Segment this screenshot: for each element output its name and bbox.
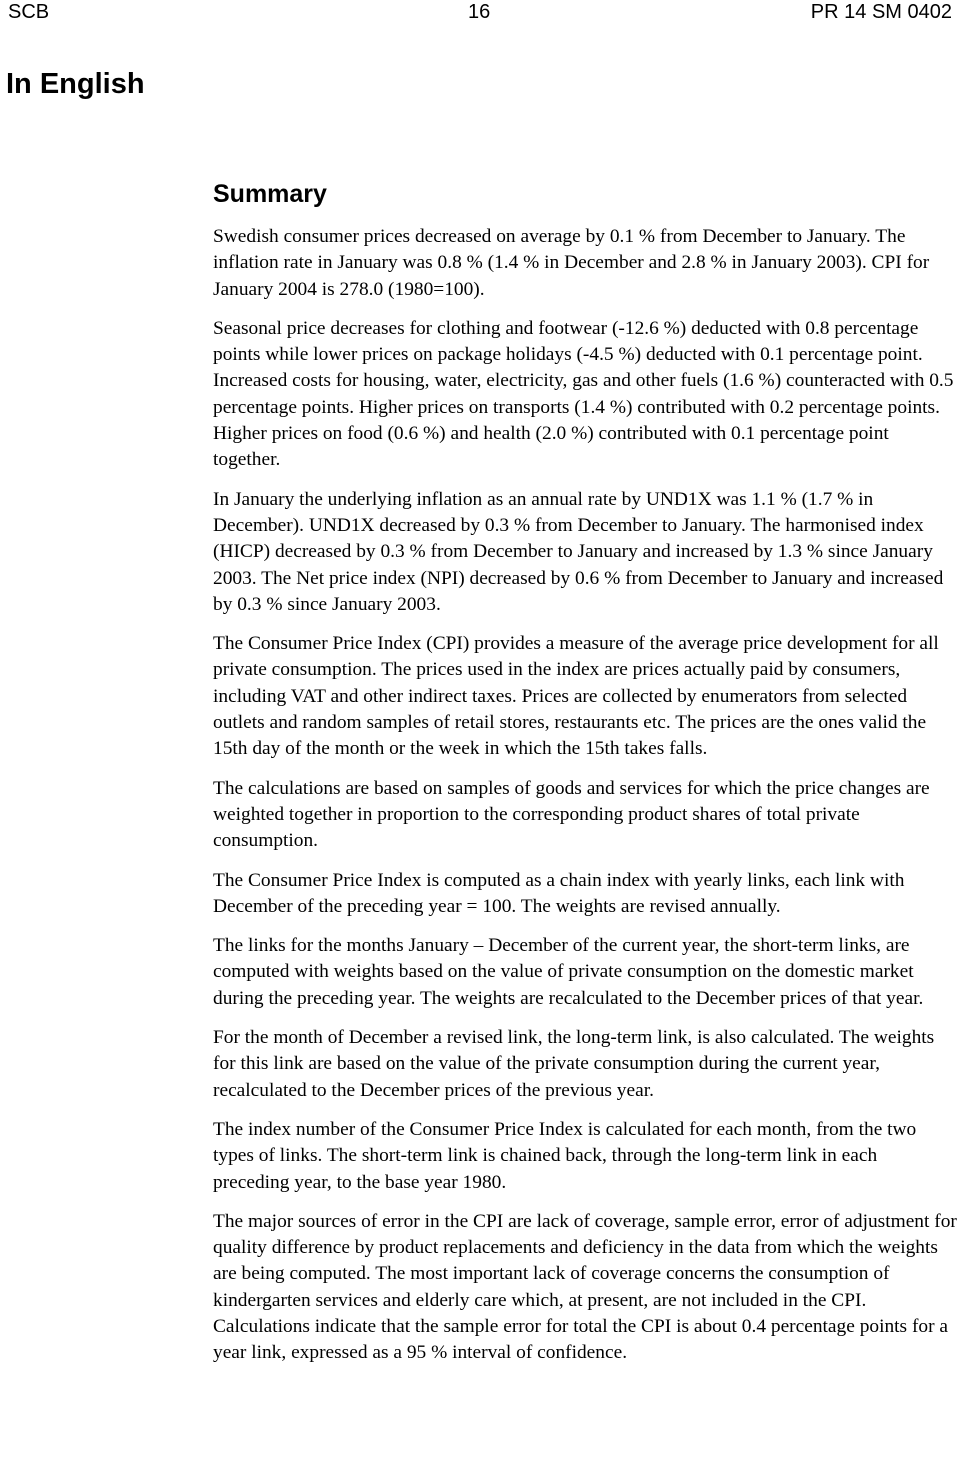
paragraph-underlying-inflation: In January the underlying inflation as an annual rate by UND1X was 1.1 % (1.7 % in December). UND1X decreased by 0.3 % from December to January. The harmonised index (HICP) decreased by 0.3 % from December to January and increased by 1.3 % since January 2003. The Net price index (NPI) decreased by 0.6 % from December to January and increased by 0.3 % since January 2003.: [213, 488, 944, 615]
page-header: [0, 0, 960, 30]
header-page-number: 16: [468, 1, 491, 23]
paragraph-cpi-definition: The Consumer Price Index (CPI) provides a measure of the average price development for all private consumption. The prices used in the index are prices actually paid by consumers, including VAT and other indirect taxes. Prices are collected by enumerators from selected outlets and random samples of retail stores, restaurants etc. The prices are the ones valid the 15th day of the month or the week in which the 15th takes falls.: [213, 633, 939, 760]
summary-heading: Summary: [213, 180, 327, 208]
paragraph-short-term-links: The links for the months January – December of the current year, the short-term links, are computed with weights based on the value of private consumption on the domestic market during the preceding year. The weights are recalculated to the December prices of that year.: [213, 935, 924, 1009]
section-title: In English: [6, 68, 145, 100]
paragraph-calculations: The calculations are based on samples of goods and services for which the price changes are weighted together in proportion to the corresponding product shares of total private consumption.: [213, 777, 930, 852]
paragraph-chain-index: The Consumer Price Index is computed as a chain index with yearly links, each link with December of the preceding year = 100. The weights are revised annually.: [213, 869, 905, 917]
header-document-id: PR 14 SM 0402: [810, 1, 952, 23]
paragraph-long-term-link: For the month of December a revised link, the long-term link, is also calculated. The weights for this link are based on the value of the private consumption during the current year, recalculated to the December prices of the previous year.: [213, 1027, 935, 1101]
paragraph-price-overview: Swedish consumer prices decreased on average by 0.1 % from December to January. The inflation rate in January was 0.8 % (1.4 % in December and 2.8 % in January 2003). CPI for January 2004 is 278.0 (1980=100).: [213, 226, 930, 300]
summary-body: [213, 224, 958, 1380]
paragraph-seasonal-effects: Seasonal price decreases for clothing and footwear (-12.6 %) deducted with 0.8 percentage points while lower prices on package holidays (-4.5 %) deducted with 0.1 percentage point. Increased costs for housing, water, electricity, gas and other fuels (1.6 %) counteracted with 0.5 percentage points. Higher prices on transports (1.4 %) contributed with 0.2 percentage points. Higher prices on food (0.6 %) and health (2.0 %) contributed with 0.1 percentage point together.: [213, 317, 954, 471]
paragraph-sources-of-error: The major sources of error in the CPI are lack of coverage, sample error, error of adjustment for quality difference by product replacements and deficiency in the data from which the weights are being computed. The most important lack of coverage concerns the consumption of kindergarten services and elderly care which, at present, are not included in the CPI. Calculations indicate that the sample error for total the CPI is about 0.4 percentage points for a year link, expressed as a 95 % interval of confidence.: [213, 1210, 957, 1364]
header-publisher: SCB: [8, 1, 50, 23]
paragraph-index-number: The index number of the Consumer Price Index is calculated for each month, from the two types of links. The short-term link is chained back, through the long-term link in each preceding year, to the base year 1980.: [213, 1118, 917, 1193]
